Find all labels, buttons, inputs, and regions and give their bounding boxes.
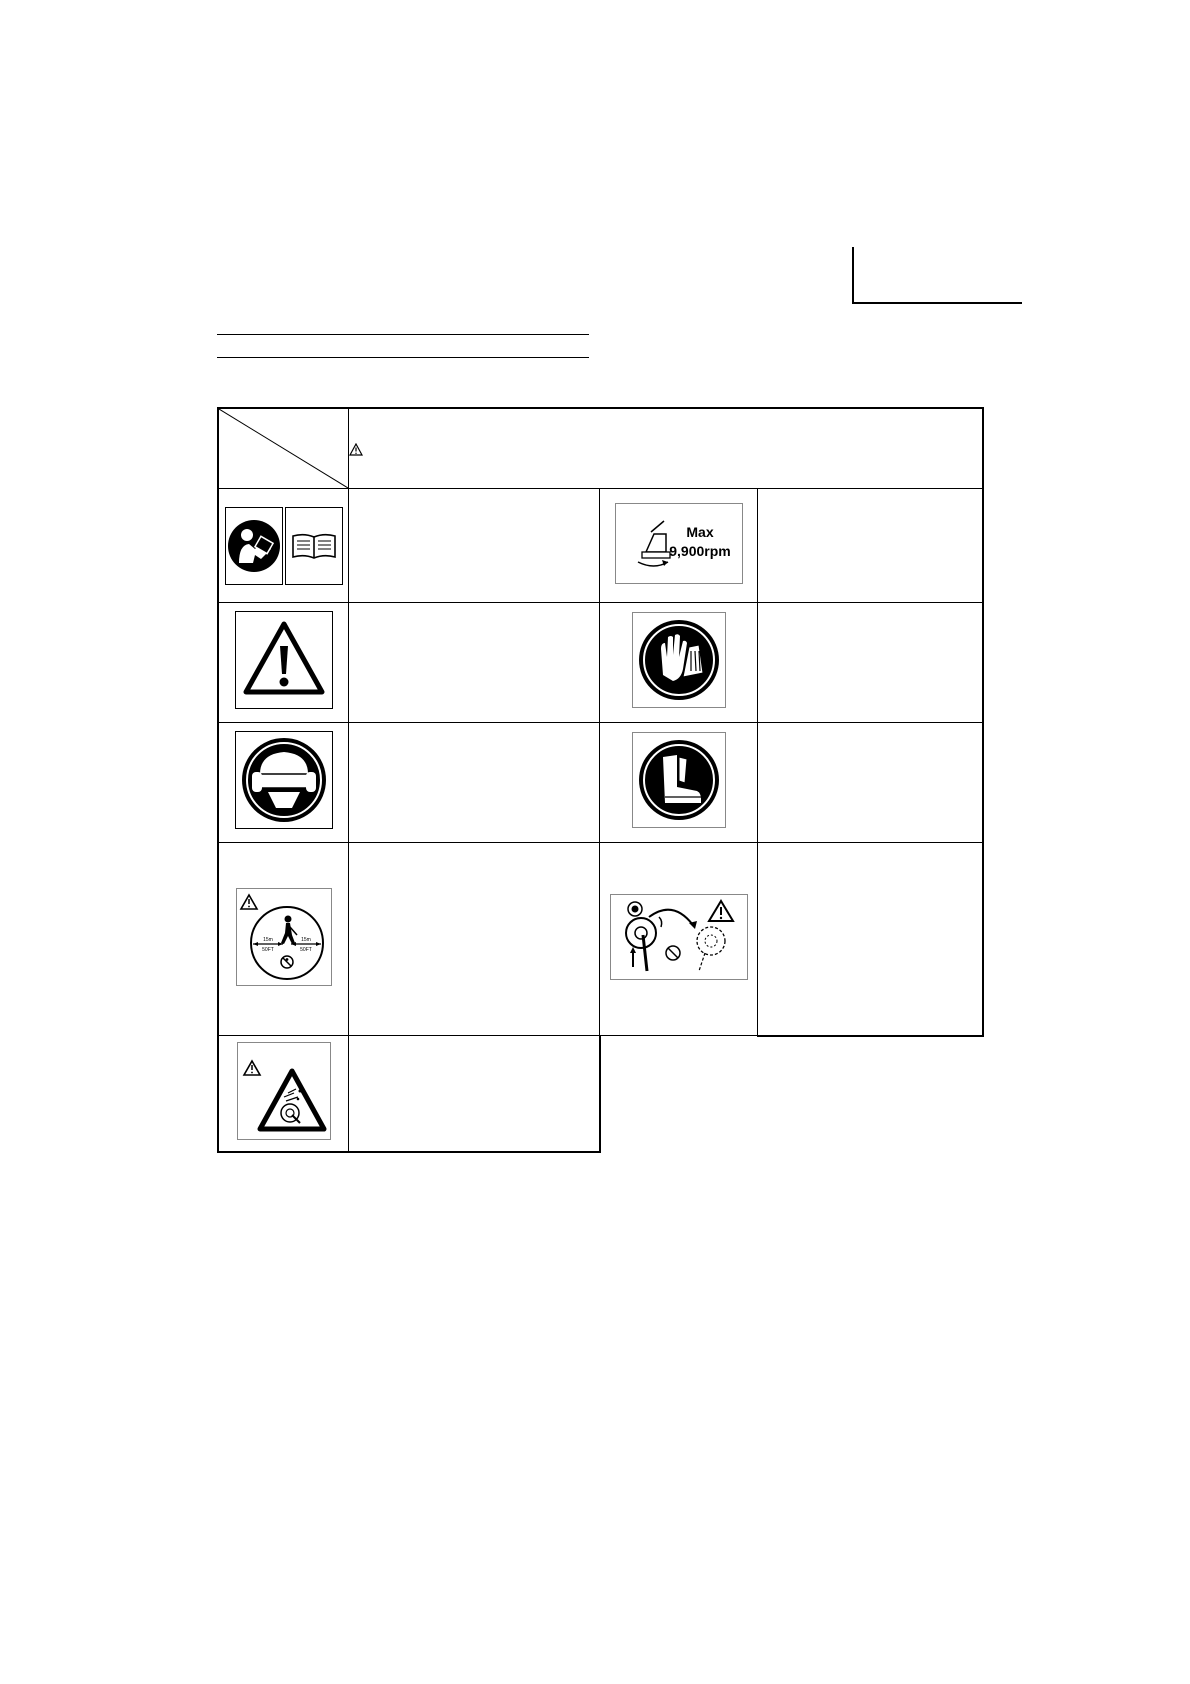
thrown-objects-icon <box>237 1042 331 1140</box>
symbol-desc-max-rpm <box>758 489 983 603</box>
wear-boots-icon <box>632 732 726 828</box>
symbol-desc-bystanders <box>349 843 600 1036</box>
symbol-desc-blade-thrust <box>758 843 983 1036</box>
symbol-cell-gloves <box>600 603 758 723</box>
empty-area <box>600 1036 983 1152</box>
symbol-desc-eye-ear <box>349 723 600 843</box>
distance-right-ft: 50FT <box>299 946 312 953</box>
read-manual-icon <box>225 507 343 585</box>
symbol-cell-boots <box>600 723 758 843</box>
symbol-cell-max-rpm <box>600 489 758 603</box>
distance-right-m: 15m <box>300 936 311 943</box>
symbol-desc-thrown-objects <box>349 1036 600 1152</box>
symbol-desc-read-manual <box>349 489 600 603</box>
blade-thrust-icon <box>610 894 748 980</box>
symbol-desc-warning <box>349 603 600 723</box>
symbol-cell-blade-thrust <box>600 843 758 1036</box>
wear-gloves-icon <box>632 612 726 708</box>
keep-bystanders-away-icon <box>236 888 332 986</box>
header-cell <box>349 408 983 489</box>
symbol-desc-boots <box>758 723 983 843</box>
distance-left-m: 15m <box>262 936 273 943</box>
header-corner-cell <box>218 408 349 489</box>
symbol-cell-thrown-objects <box>218 1036 349 1152</box>
symbol-cell-bystanders <box>218 843 349 1036</box>
max-rpm-icon <box>615 503 743 584</box>
language-tab-box <box>852 247 1022 304</box>
max-label: Max <box>685 523 714 540</box>
title-rule-top <box>217 334 589 335</box>
symbols-table <box>217 407 984 1153</box>
symbol-cell-warning <box>218 603 349 723</box>
wear-eye-ear-protection-icon <box>235 731 333 829</box>
title-rule-bottom <box>217 357 589 358</box>
symbol-cell-read-manual <box>218 489 349 603</box>
diagonal-divider <box>219 409 348 488</box>
symbol-desc-gloves <box>758 603 983 723</box>
rpm-label: 9,900rpm <box>668 542 731 559</box>
symbol-cell-eye-ear <box>218 723 349 843</box>
warning-triangle-icon <box>235 611 333 709</box>
warning-small-icon <box>349 443 363 456</box>
distance-left-ft: 50FT <box>261 946 274 953</box>
